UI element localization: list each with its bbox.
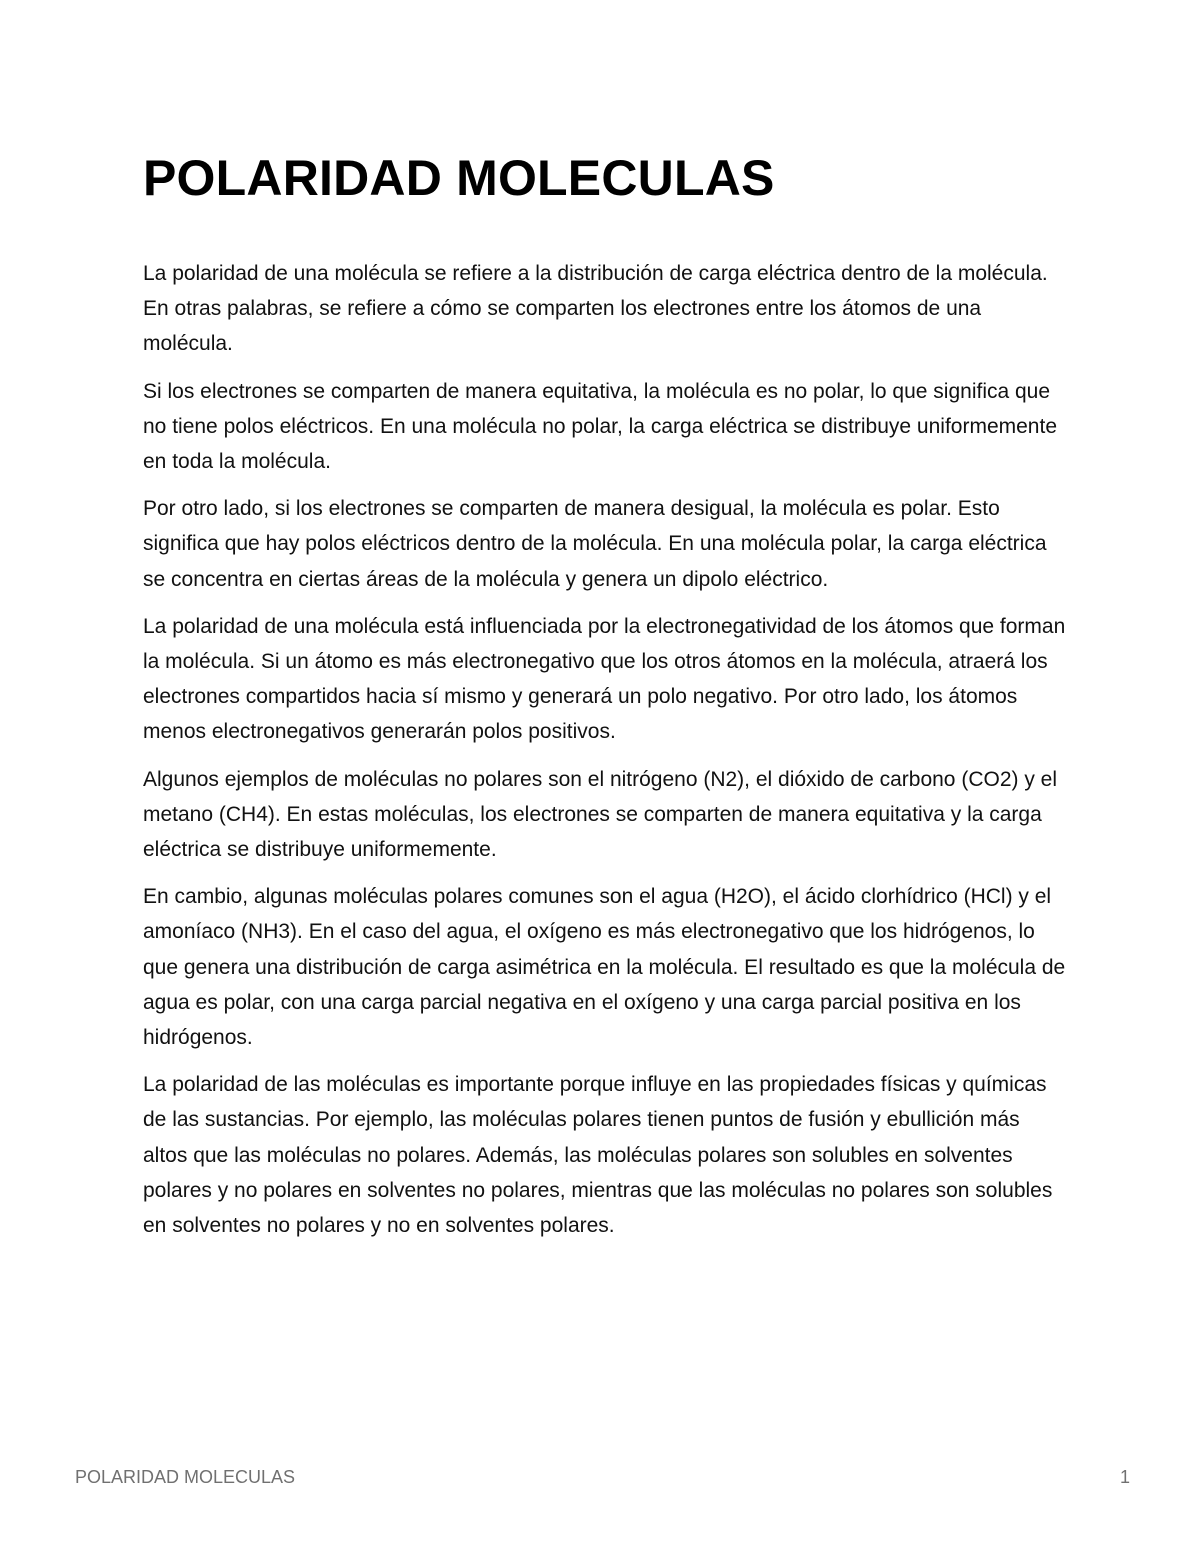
paragraph-4: La polaridad de una molécula está influenciada por la electronegatividad de los átomos que forman la molécula. Si un átomo es más electronegativo que los otros átomos en la molécula, atraerá los electrones compartidos hacia sí mismo y generará un polo negativo. Por otro lado, los átomos menos electronegativos generarán polos positivos.	[143, 614, 1066, 744]
paragraph-1: La polaridad de una molécula se refiere a la distribución de carga eléctrica dentro de la molécula. En otras palabras, se refiere a cómo se comparten los electrones entre los átomos de una molécula.	[143, 262, 1048, 356]
page-number: 1	[1119, 1467, 1130, 1487]
footer-title: POLARIDAD MOLECULAS	[75, 1467, 296, 1487]
paragraph-3: Por otro lado, si los electrones se comparten de manera desigual, la molécula es polar. Esto significa que hay polos eléctricos dentro de la molécula. En una molécula polar, la carga eléctrica se concentra en ciertas áreas de la molécula y genera un dipolo eléctrico.	[143, 497, 1047, 591]
paragraph-7: La polaridad de las moléculas es importante porque influye en las propiedades físicas y químicas de las sustancias. Por ejemplo, las moléculas polares tienen puntos de fusión y ebullición más altos que las moléculas no polares. Además, las moléculas polares son solubles en solventes polares y no polares en solventes no polares, mientras que las moléculas no polares son solubles en solventes no polares y no en solventes polares.	[143, 1073, 1053, 1238]
paragraph-6: En cambio, algunas moléculas polares comunes son el agua (H2O), el ácido clorhídrico (HCl) y el amoníaco (NH3). En el caso del agua, el oxígeno es más electronegativo que los hidrógenos, lo que genera una distribución de carga asimétrica en la molécula. El resultado es que la molécula de agua es polar, con una carga parcial negativa en el oxígeno y una carga parcial positiva en los hidrógenos.	[143, 885, 1066, 1050]
page-title: POLARIDAD MOLECULAS	[143, 150, 775, 206]
paragraph-2: Si los electrones se comparten de manera equitativa, la molécula es no polar, lo que significa que no tiene polos eléctricos. En una molécula no polar, la carga eléctrica se distribuye uniformemente en toda la molécula.	[143, 379, 1058, 474]
paragraph-5: Algunos ejemplos de moléculas no polares son el nitrógeno (N2), el dióxido de carbono (CO2) y el metano (CH4). En estas moléculas, los electrones se comparten de manera equitativa y la carga eléctrica se distribuye uniformemente.	[143, 767, 1058, 862]
document-body	[143, 256, 1068, 1255]
